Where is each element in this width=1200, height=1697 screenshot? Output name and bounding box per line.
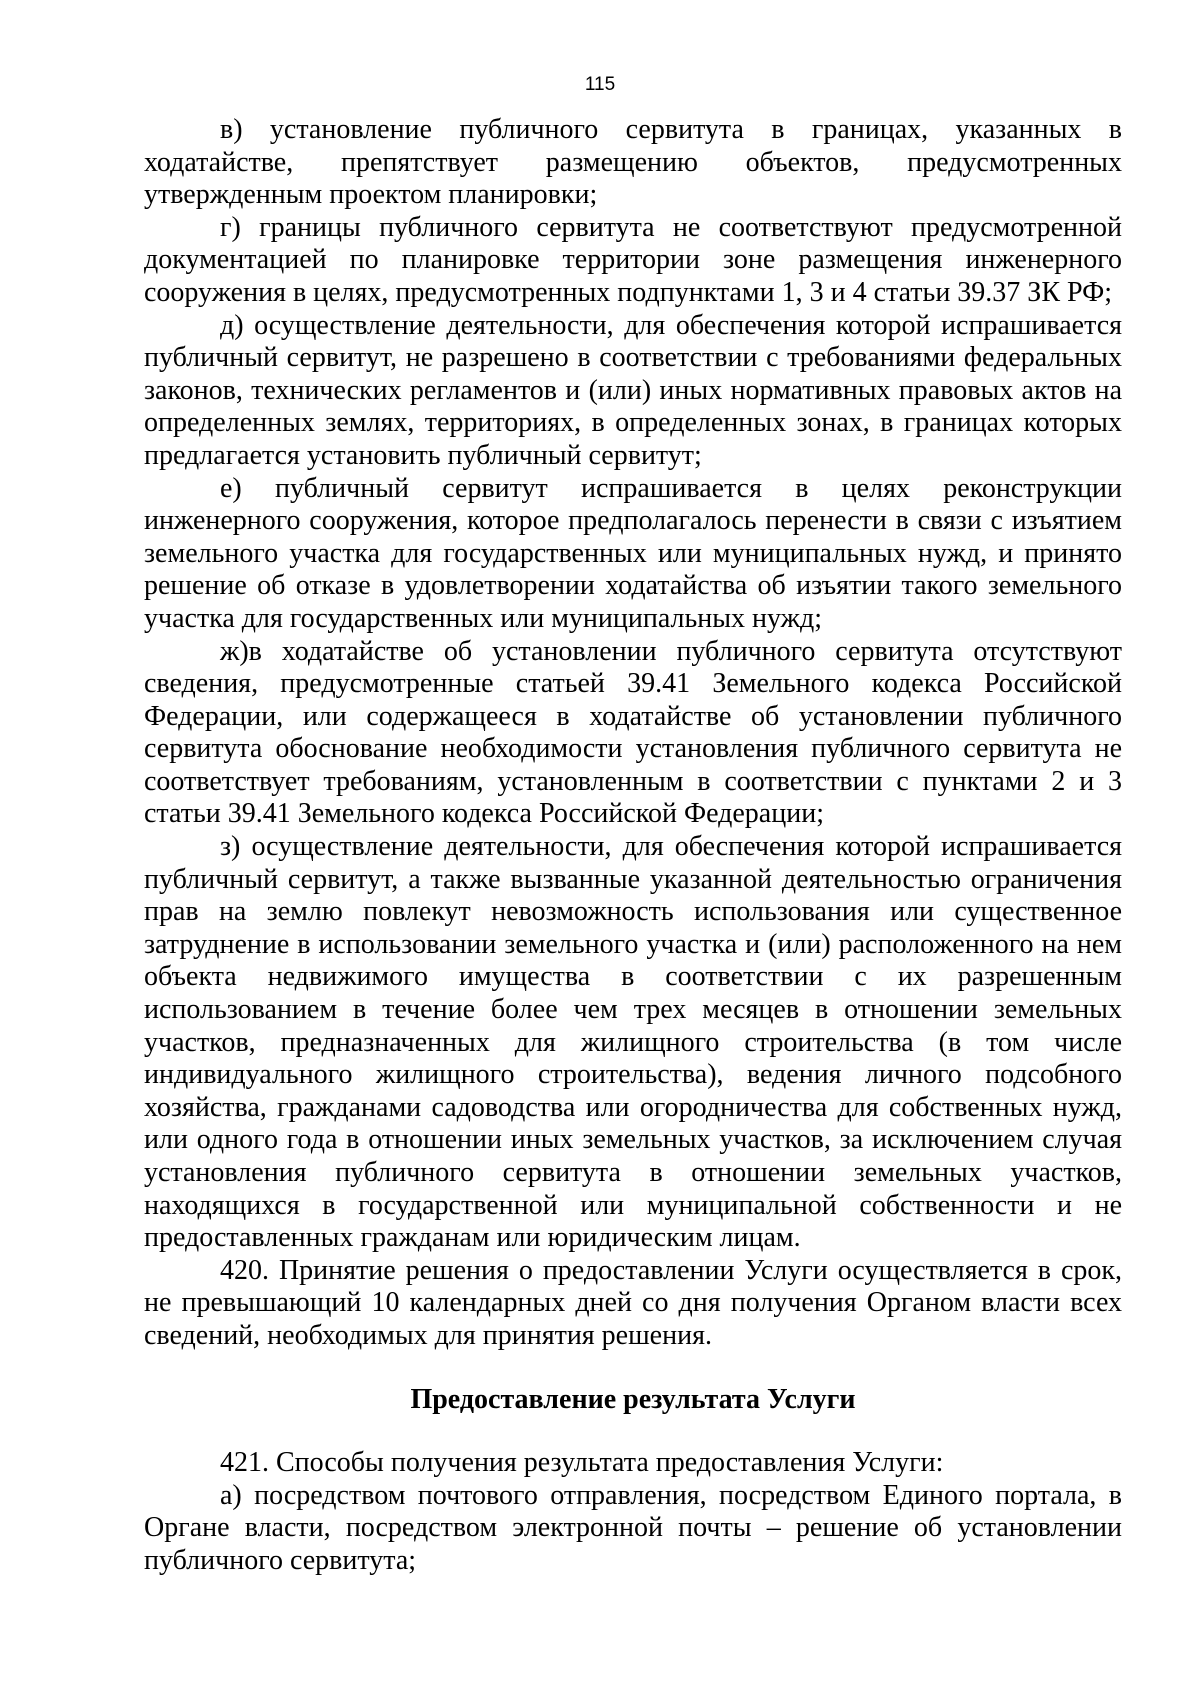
document-body <box>144 114 1122 1578</box>
paragraph-g: г) границы публичного сервитута не соответствуют предусмотренной документацией по планировке территории зоне размещения инженерного сооружения в целях, предусмотренных подпунктами 1, 3 и 4 статьи 39.37 ЗК РФ; <box>144 211 1122 308</box>
paragraph-420: 420. Принятие решения о предоставлении Услуги осуществляется в срок, не превышающий 10 календарных дней со дня получения Органом власти всех сведений, необходимых для принятия решения. <box>144 1254 1122 1351</box>
paragraph-e: е) публичный сервитут испрашивается в целях реконструкции инженерного сооружения, которое предполагалось перенести в связи с изъятием земельного участка для государственных или муниципальных нужд, и принято решение об отказе в удовлетворении ходатайства об изъятии такого земельного участка для государственных или муниципальных нужд; <box>144 472 1122 634</box>
paragraph-v: в) установление публичного сервитута в границах, указанных в ходатайстве, препятствует размещению объектов, предусмотренных утвержденным проектом планировки; <box>144 114 1122 211</box>
section-heading: Предоставление результата Услуги <box>410 1383 856 1415</box>
page-number: 115 <box>584 74 616 95</box>
paragraph-d: д) осуществление деятельности, для обеспечения которой испрашивается публичный сервитут, не разрешено в соответствии с требованиями федеральных законов, технических регламентов и (или) иных нормативных правовых актов на определенных землях, территориях, в определенных зонах, в границах которых предлагается установить публичный сервитут; <box>144 309 1122 471</box>
paragraph-zh: ж)в ходатайстве об установлении публичного сервитута отсутствуют сведения, предусмотренные статьей 39.41 Земельного кодекса Российской Федерации, или содержащееся в ходатайстве об установлении публичного сервитута обоснование необходимости установления публичного сервитута не соответствует требованиям, установленным в соответствии с пунктами 2 и 3 статьи 39.41 Земельного кодекса Российской Федерации; <box>144 635 1122 830</box>
paragraph-z: з) осуществление деятельности, для обеспечения которой испрашивается публичный сервитут, а также вызванные указанной деятельностью ограничения прав на землю повлекут невозможность использования или существенное затруднение в использовании земельного участка и (или) расположенного на нем объекта недвижимого имущества в соответствии с их разрешенным использованием в течение более чем трех месяцев в отношении земельных участков, предназначенных для жилищного строительства (в том числе индивидуального жилищного строительства), ведения личного подсобного хозяйства, гражданами садоводства или огородничества для собственных нужд, или одного года в отношении иных земельных участков, за исключением случая установления публичного сервитута в отношении земельных участков, находящихся в государственной или муниципальной собственности и не предоставленных гражданам или юридическим лицам. <box>144 831 1122 1254</box>
paragraph-a: а) посредством почтового отправления, посредством Единого портала, в Органе власти, посредством электронной почты – решение об установлении публичного сервитута; <box>144 1479 1122 1576</box>
paragraph-421: 421. Способы получения результата предоставления Услуги: <box>220 1447 944 1479</box>
